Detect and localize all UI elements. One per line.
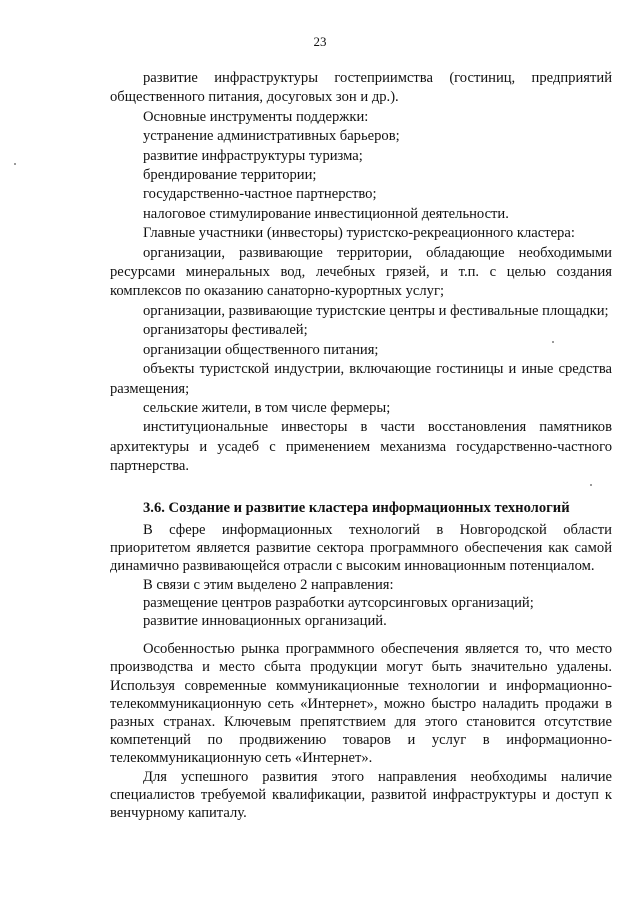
list-item: сельские жители, в том числе фермеры; (143, 399, 391, 416)
paragraph: развитие инфраструктуры гостеприимства (гостиниц, предприятий общественного питания, досуговых зон и др.). (110, 70, 612, 106)
scan-mark (14, 163, 16, 165)
list-item: государственно-частное партнерство; (143, 186, 377, 203)
list-item: организации общественного питания; (143, 341, 379, 358)
paragraph: Главные участники (инвесторы) туристско-рекреационного кластера: (143, 225, 575, 242)
page-number: 23 (313, 34, 327, 49)
list-item: организации, развивающие туристские центры и фестивальные площадки; (143, 302, 609, 319)
list-item: развитие инфраструктуры туризма; (143, 147, 363, 164)
list-item: институциональные инвесторы в части восстановления памятников архитектуры и усадеб с применением механизма государственно-частного партнерства. (110, 419, 612, 475)
section-title: 3.6. Создание и развитие кластера информационных технологий (143, 499, 570, 516)
paragraph: Особенностью рынка программного обеспечения является то, что место производства и место сбыта продукции могут быть значительно удалены. Используя современные коммуникационные технологии и информационно-телекоммуникационную сеть «Интернет», можно быстро наладить продажи в разных странах. Ключевым препятствием для этого становится отсутствие компетенций по продвижению товаров и услуг в информационно-телекоммуникационную сеть «Интернет». (110, 641, 612, 767)
list-item: организации, развивающие территории, обладающие необходимыми ресурсами минеральных вод, лечебных грязей, и т.п. с целью создания комплексов по оказанию санаторно-курортных услуг; (110, 244, 612, 300)
list-item: брендирование территории; (143, 167, 317, 184)
list-item: устранение административных барьеров; (143, 128, 400, 145)
paragraph: В связи с этим выделено 2 направления: (143, 576, 394, 593)
paragraph: Основные инструменты поддержки: (143, 108, 369, 125)
list-item: налоговое стимулирование инвестиционной деятельности. (143, 205, 509, 222)
list-item: развитие инновационных организаций. (143, 612, 387, 629)
list-item: объекты туристской индустрии, включающие гостиницы и иные средства размещения; (110, 361, 612, 397)
paragraph: В сфере информационных технологий в Новгородской области приоритетом является развитие сектора программного обеспечения как самой динамично развивающейся отрасли с высоким инновационным потенциалом. (110, 521, 612, 575)
paragraph: Для успешного развития этого направления необходимы наличие специалистов требуемой квалификации, развитой инфраструктуры и доступ к венчурному капиталу. (110, 768, 612, 821)
document-body (110, 69, 612, 822)
list-item: размещение центров разработки аутсорсинговых организаций; (143, 594, 534, 611)
list-item: организаторы фестивалей; (143, 322, 308, 339)
